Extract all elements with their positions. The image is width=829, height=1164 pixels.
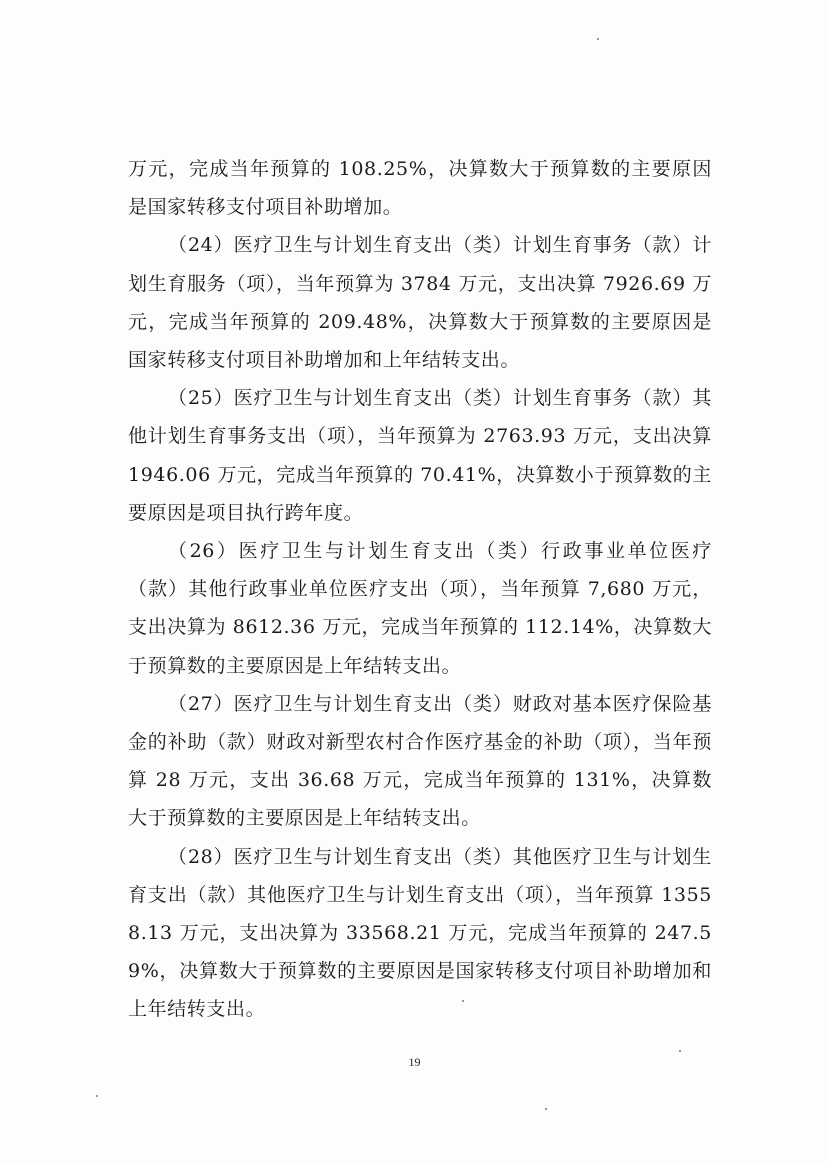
paragraph-item-24: （24）医疗卫生与计划生育支出（类）计划生育事务（款）计划生育服务（项），当年预算为 3784 万元，支出决算 7926.69 万元，完成当年预算的 209.48%，决算数大于预算数的主要原因是国家转移支付项目补助增加和上年结转支出。 bbox=[128, 234, 712, 372]
paragraph-item-27: （27）医疗卫生与计划生育支出（类）财政对基本医疗保险基金的补助（款）财政对新型农村合作医疗基金的补助（项），当年预算 28 万元，支出 36.68 万元，完成当年预算的 131%，决算数大于预算数的主要原因是上年结转支出。 bbox=[128, 692, 712, 830]
paragraph-item-25: （25）医疗卫生与计划生育支出（类）计划生育事务（款）其他计划生育事务支出（项），当年预算为 2763.93 万元，支出决算 1946.06 万元，完成当年预算的 70.41%，决算数小于预算数的主要原因是项目执行跨年度。 bbox=[128, 387, 712, 524]
page-number: 19 bbox=[408, 1055, 421, 1069]
scan-speck bbox=[96, 1095, 98, 1097]
paragraph-continuation: 万元，完成当年预算的 108.25%，决算数大于预算数的主要原因是国家转移支付项目补助增加。 bbox=[128, 158, 712, 219]
paragraph-item-26: （26）医疗卫生与计划生育支出（类）行政事业单位医疗（款）其他行政事业单位医疗支出（项），当年预算 7,680 万元，支出决算为 8612.36 万元，完成当年预算的 112.14%，决算数大于预算数的主要原因是上年结转支出。 bbox=[128, 540, 712, 677]
scan-speck bbox=[462, 1000, 464, 1002]
scan-speck bbox=[597, 38, 599, 40]
scan-speck bbox=[679, 1050, 681, 1052]
paragraph-item-28: （28）医疗卫生与计划生育支出（类）其他医疗卫生与计划生育支出（款）其他医疗卫生与计划生育支出（项），当年预算 13558.13 万元，支出决算为 33568.21 万元，完成当年预算的 247.59%，决算数大于预算数的主要原因是国家转移支付项目补助增加和上年结转支出。 bbox=[128, 845, 712, 1021]
body-text bbox=[128, 150, 712, 1029]
scan-speck bbox=[545, 1108, 547, 1110]
